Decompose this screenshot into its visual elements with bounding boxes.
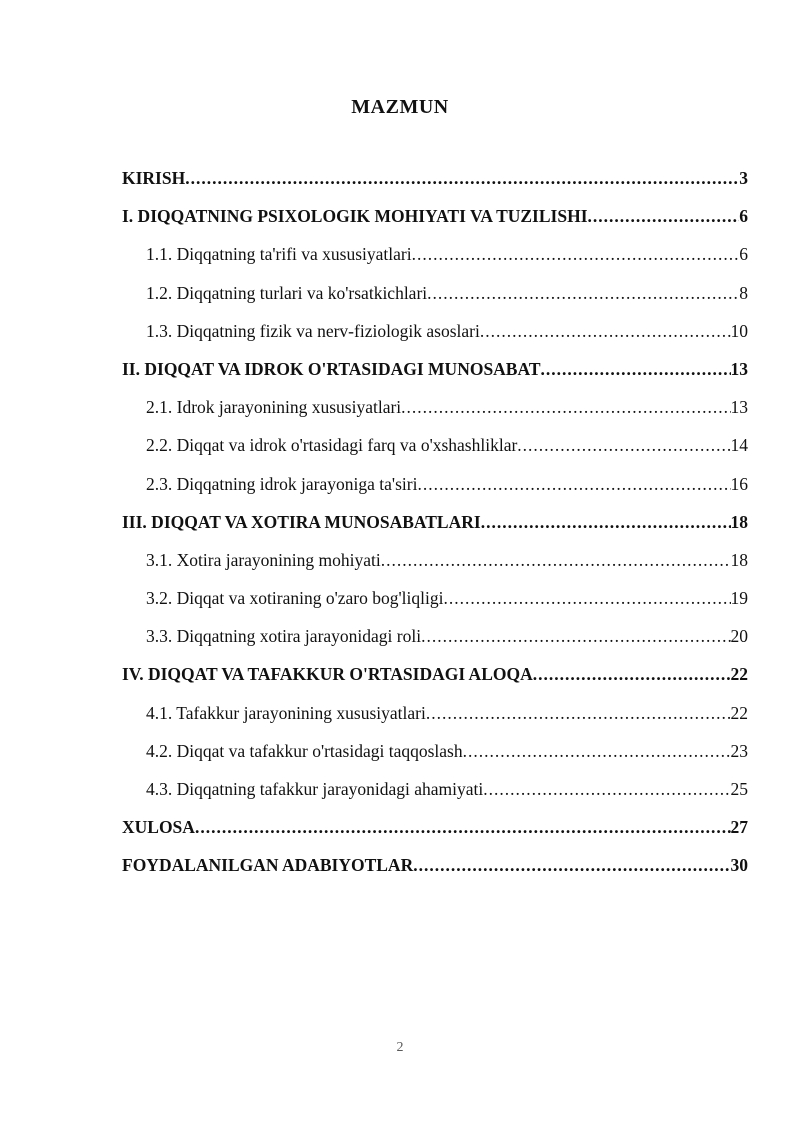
toc-dot-leader: [185, 159, 739, 197]
toc-entry: [122, 846, 748, 884]
toc-entry-page-number: 13: [730, 397, 748, 418]
toc-entry-label: 1.3. Diqqatning fizik va nerv-fiziologik asoslari: [146, 320, 480, 341]
toc-dot-leader: [533, 655, 731, 693]
toc-entry-page-number: 22: [730, 702, 748, 723]
toc-entry-label: 4.3. Diqqatning tafakkur jarayonidagi ahamiyati: [146, 779, 484, 799]
table-of-contents: [122, 159, 748, 885]
toc-dot-leader: [412, 235, 740, 273]
toc-dot-leader: [417, 465, 730, 503]
toc-entry: [122, 312, 748, 350]
toc-dot-leader: [427, 274, 739, 312]
toc-entry: [122, 655, 748, 693]
toc-entry-page-number: 16: [730, 473, 748, 494]
toc-entry-page-number: 8: [739, 282, 748, 303]
toc-entry-page-number: 14: [730, 435, 748, 456]
toc-entry: [122, 503, 748, 541]
toc-dot-leader: [426, 694, 731, 732]
toc-entry-label: IV. DIQQAT VA TAFAKKUR O'RTASIDAGI ALOQA: [122, 664, 533, 685]
toc-entry-page-number: 6: [739, 206, 748, 227]
toc-entry: [122, 617, 748, 655]
toc-entry-label: FOYDALANILGAN ADABIYOTLAR: [122, 855, 414, 876]
toc-dot-leader: [443, 579, 730, 617]
toc-dot-leader: [517, 426, 730, 464]
toc-entry-page-number: 19: [730, 588, 748, 609]
toc-entry-label: 2.1. Idrok jarayonining xususiyatlari: [146, 397, 402, 418]
toc-entry-label: 4.2. Diqqat va tafakkur o'rtasidagi taqqoslash: [146, 740, 463, 761]
toc-entry-page-number: 10: [730, 320, 748, 341]
toc-entry: [122, 235, 748, 273]
toc-entry-label: III. DIQQAT VA XOTIRA MUNOSABATLARI: [122, 511, 481, 532]
toc-dot-leader: [480, 312, 731, 350]
page-title: MAZMUN: [351, 96, 449, 118]
toc-entry: [122, 388, 748, 426]
toc-entry: [122, 694, 748, 732]
toc-dot-leader: [481, 503, 731, 541]
toc-entry-label: 4.1. Tafakkur jarayonining xususiyatlari: [146, 702, 426, 723]
toc-dot-leader: [463, 732, 731, 770]
toc-entry-page-number: 23: [730, 740, 748, 761]
toc-dot-leader: [401, 388, 730, 426]
toc-entry-page-number: 27: [730, 817, 748, 838]
toc-entry: [122, 350, 748, 388]
toc-entry: [122, 197, 748, 235]
toc-entry-label: 2.2. Diqqat va idrok o'rtasidagi farq va o'xshashliklar: [146, 435, 518, 456]
toc-dot-leader: [483, 770, 730, 808]
toc-entry-label: 1.2. Diqqatning turlari va ko'rsatkichlari: [146, 282, 428, 303]
toc-entry-page-number: 18: [730, 511, 748, 532]
toc-entry-label: 1.1. Diqqatning ta'rifi va xususiyatlari: [146, 244, 412, 265]
toc-entry-label: KIRISH: [122, 168, 186, 188]
toc-entry-page-number: 18: [730, 549, 748, 570]
toc-entry-page-number: 3: [739, 168, 748, 188]
toc-entry-page-number: 13: [730, 358, 748, 379]
toc-dot-leader: [195, 808, 731, 846]
toc-entry-label: XULOSA: [122, 817, 195, 838]
toc-entry-page-number: 25: [730, 779, 748, 799]
toc-dot-leader: [413, 846, 730, 884]
toc-entry: [122, 159, 748, 197]
toc-entry: [122, 274, 748, 312]
toc-entry-page-number: 20: [730, 626, 748, 647]
toc-entry: [122, 579, 748, 617]
toc-entry-label: 2.3. Diqqatning idrok jarayoniga ta'siri: [146, 473, 418, 494]
toc-entry: [122, 426, 748, 464]
toc-dot-leader: [421, 617, 730, 655]
toc-entry-label: 3.2. Diqqat va xotiraning o'zaro bog'liqligi: [146, 588, 444, 609]
toc-entry-page-number: 6: [739, 244, 748, 265]
toc-entry-label: I. DIQQATNING PSIXOLOGIK MOHIYATI VA TUZILISHI: [122, 206, 588, 227]
toc-entry: [122, 808, 748, 846]
toc-entry-page-number: 22: [730, 664, 748, 685]
toc-entry-page-number: 30: [730, 855, 748, 876]
toc-entry-label: 3.3. Diqqatning xotira jarayonidagi roli: [146, 626, 422, 647]
toc-entry-label: II. DIQQAT VA IDROK O'RTASIDAGI MUNOSABAT: [122, 358, 541, 379]
toc-dot-leader: [588, 197, 740, 235]
toc-entry: [122, 541, 748, 579]
toc-entry: [122, 770, 748, 808]
toc-entry: [122, 732, 748, 770]
toc-entry-label: 3.1. Xotira jarayonining mohiyati: [146, 549, 381, 570]
footer-page-number: 2: [396, 1040, 404, 1055]
toc-dot-leader: [381, 541, 731, 579]
toc-dot-leader: [541, 350, 731, 388]
toc-entry: [122, 465, 748, 503]
